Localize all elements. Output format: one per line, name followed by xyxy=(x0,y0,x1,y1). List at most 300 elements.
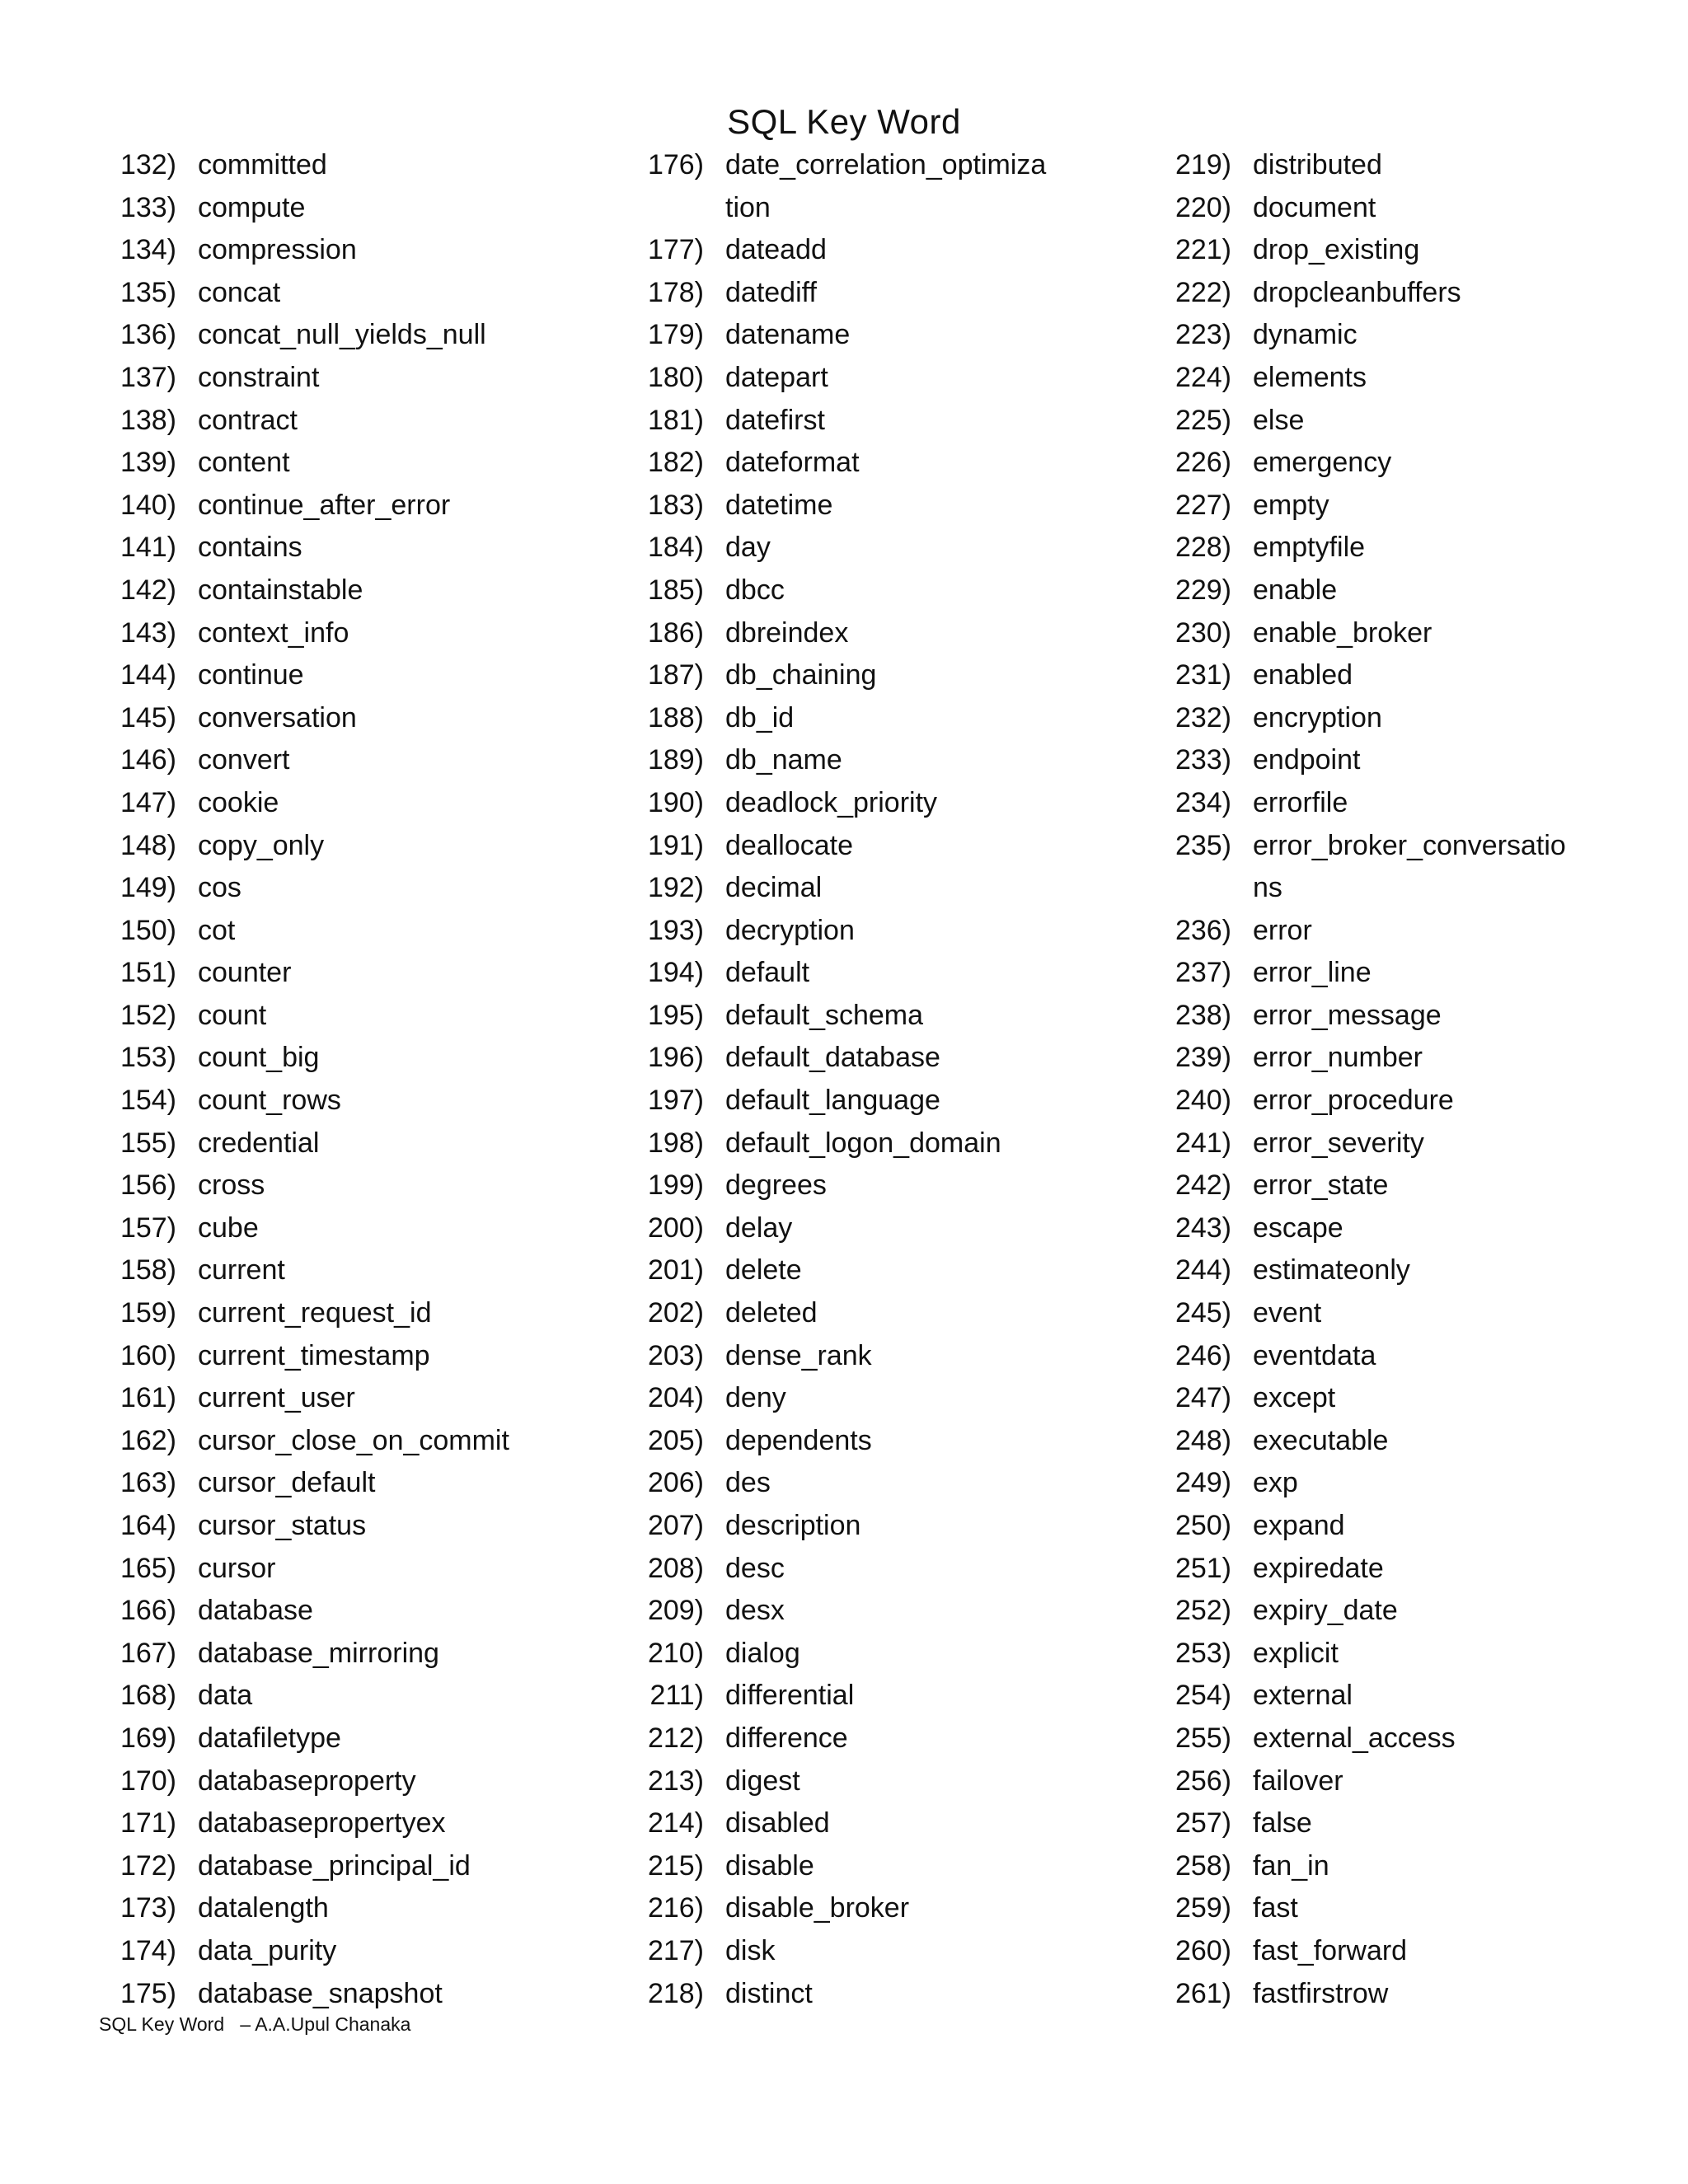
keyword-term: default_schema xyxy=(725,999,924,1031)
keyword-number: 202) xyxy=(647,1297,704,1329)
keyword-item xyxy=(106,144,633,187)
keyword-item xyxy=(1160,569,1688,612)
page-footer: SQL Key Word – A.A.Upul Chanaka xyxy=(99,2013,411,2035)
keyword-number: 249) xyxy=(1175,1467,1231,1499)
keyword-term: distinct xyxy=(725,1977,813,2009)
keyword-item xyxy=(1160,1080,1688,1122)
keyword-item xyxy=(106,1122,633,1165)
keyword-number: 134) xyxy=(120,234,176,266)
keyword-term: date_correlation_optimiza xyxy=(725,149,1047,180)
keyword-number: 237) xyxy=(1175,957,1231,989)
keyword-number: 209) xyxy=(647,1595,704,1627)
keyword-number: 183) xyxy=(647,489,704,521)
keyword-term: cross xyxy=(198,1169,265,1202)
keyword-term: enable xyxy=(1253,574,1338,606)
keyword-number: 221) xyxy=(1175,234,1231,266)
keyword-term: compute xyxy=(198,191,306,223)
keyword-item xyxy=(633,867,1160,910)
keyword-term: cursor_close_on_commit xyxy=(198,1424,509,1456)
keyword-number: 186) xyxy=(647,616,704,649)
keyword-term: delete xyxy=(725,1254,802,1286)
keyword-term: datalength xyxy=(198,1892,329,1924)
keyword-number: 148) xyxy=(120,829,176,861)
keyword-term: digest xyxy=(725,1765,800,1797)
keyword-item xyxy=(106,1633,633,1675)
keyword-term: current_timestamp xyxy=(198,1339,430,1371)
keyword-item xyxy=(106,1292,633,1335)
keyword-number: 198) xyxy=(647,1127,704,1159)
keyword-item xyxy=(106,314,633,357)
keyword-item xyxy=(1160,1037,1688,1080)
keyword-term: databasepropertyex xyxy=(198,1807,446,1840)
keyword-item xyxy=(106,1590,633,1633)
keyword-term: database_snapshot xyxy=(198,1977,443,2009)
keyword-item xyxy=(106,400,633,443)
keyword-term: copy_only xyxy=(198,829,325,861)
keyword-term: disable_broker xyxy=(725,1892,910,1924)
keyword-number: 170) xyxy=(120,1765,176,1797)
keyword-term: failover xyxy=(1253,1765,1343,1797)
keyword-term: database xyxy=(198,1595,313,1627)
keyword-term: dbcc xyxy=(725,574,785,606)
keyword-term: external xyxy=(1253,1680,1353,1712)
keyword-term: description xyxy=(725,1510,861,1541)
keyword-item xyxy=(1160,229,1688,272)
keyword-number: 145) xyxy=(120,701,176,733)
keyword-term: compression xyxy=(198,234,357,266)
keyword-item xyxy=(106,1505,633,1548)
keyword-term: committed xyxy=(198,149,327,180)
keyword-number: 226) xyxy=(1175,447,1231,479)
keyword-number: 136) xyxy=(120,319,176,351)
keyword-term: databaseproperty xyxy=(198,1765,416,1797)
page-title: SQL Key Word xyxy=(727,102,961,141)
keyword-term: dateadd xyxy=(725,234,827,266)
keyword-item xyxy=(106,357,633,400)
keyword-term: deallocate xyxy=(725,829,854,861)
keyword-number: 205) xyxy=(647,1424,704,1456)
keyword-term: fan_in xyxy=(1253,1849,1329,1882)
keyword-item xyxy=(106,229,633,272)
keyword-number: 236) xyxy=(1175,914,1231,946)
keyword-item xyxy=(106,867,633,910)
keyword-number: 189) xyxy=(647,744,704,776)
keyword-term: current_request_id xyxy=(198,1297,432,1329)
keyword-number: 162) xyxy=(120,1424,176,1456)
keyword-item xyxy=(106,485,633,527)
keyword-term: default_language xyxy=(725,1085,940,1117)
keyword-number: 172) xyxy=(120,1849,176,1882)
keyword-number: 156) xyxy=(120,1169,176,1202)
keyword-number: 229) xyxy=(1175,574,1231,606)
keyword-number: 258) xyxy=(1175,1849,1231,1882)
keyword-term: document xyxy=(1253,191,1376,223)
keyword-term: default_database xyxy=(725,1042,940,1074)
keyword-number: 154) xyxy=(120,1085,176,1117)
keyword-term: explicit xyxy=(1253,1637,1339,1669)
keyword-item xyxy=(1160,1887,1688,1930)
keyword-number: 252) xyxy=(1175,1595,1231,1627)
keyword-item xyxy=(106,1675,633,1718)
keyword-number: 159) xyxy=(120,1297,176,1329)
keyword-number: 220) xyxy=(1175,191,1231,223)
keyword-term: eventdata xyxy=(1253,1339,1376,1371)
keyword-term: error_broker_conversatio xyxy=(1253,829,1566,861)
keyword-number: 155) xyxy=(120,1127,176,1159)
keyword-number: 239) xyxy=(1175,1042,1231,1074)
keyword-term: des xyxy=(725,1467,771,1499)
keyword-item xyxy=(633,1249,1160,1292)
keyword-term: data_purity xyxy=(198,1934,337,1966)
keyword-number: 177) xyxy=(647,234,704,266)
keyword-item xyxy=(1160,782,1688,825)
keyword-term: tion xyxy=(725,191,771,223)
keyword-item xyxy=(106,910,633,953)
keyword-term: external_access xyxy=(1253,1722,1456,1754)
keyword-item xyxy=(633,910,1160,953)
keyword-number: 222) xyxy=(1175,276,1231,308)
keyword-number: 142) xyxy=(120,574,176,606)
keyword-term: cursor_default xyxy=(198,1467,376,1499)
keyword-number: 133) xyxy=(120,191,176,223)
keyword-number: 242) xyxy=(1175,1169,1231,1202)
keyword-number: 166) xyxy=(120,1595,176,1627)
keyword-term: differential xyxy=(725,1680,855,1712)
keyword-term: disk xyxy=(725,1934,776,1966)
keyword-item xyxy=(1160,1548,1688,1591)
keyword-item xyxy=(633,825,1160,868)
keyword-term: content xyxy=(198,447,290,479)
keyword-number: 206) xyxy=(647,1467,704,1499)
keyword-number: 196) xyxy=(647,1042,704,1074)
keyword-item xyxy=(1160,1633,1688,1675)
keyword-item xyxy=(1160,485,1688,527)
keyword-term: current xyxy=(198,1254,285,1286)
keyword-number: 161) xyxy=(120,1382,176,1414)
keyword-item xyxy=(633,697,1160,740)
keyword-item xyxy=(106,995,633,1038)
keyword-item xyxy=(106,782,633,825)
keyword-item xyxy=(633,1505,1160,1548)
keyword-term: dialog xyxy=(725,1637,800,1669)
keyword-item xyxy=(106,1037,633,1080)
keyword-term: db_name xyxy=(725,744,842,776)
keyword-term: concat_null_yields_null xyxy=(198,319,486,351)
keyword-term: cos xyxy=(198,872,241,904)
keyword-item xyxy=(1160,442,1688,485)
keyword-number: 157) xyxy=(120,1212,176,1244)
keyword-item xyxy=(1160,612,1688,655)
keyword-number: 254) xyxy=(1175,1680,1231,1712)
keyword-term: expand xyxy=(1253,1510,1345,1541)
keyword-item xyxy=(1160,144,1688,187)
keyword-number: 219) xyxy=(1175,149,1231,180)
keyword-term: error_state xyxy=(1253,1169,1389,1202)
keyword-number: 231) xyxy=(1175,659,1231,691)
keyword-number: 253) xyxy=(1175,1637,1231,1669)
keyword-term: counter xyxy=(198,957,292,989)
keyword-term: convert xyxy=(198,744,290,776)
keyword-number: 137) xyxy=(120,361,176,393)
keyword-number: 247) xyxy=(1175,1382,1231,1414)
keyword-term: constraint xyxy=(198,361,320,393)
keyword-term: datetime xyxy=(725,489,833,521)
keyword-term: datediff xyxy=(725,276,817,308)
keyword-number: 259) xyxy=(1175,1892,1231,1924)
keyword-item xyxy=(633,1760,1160,1803)
keyword-item xyxy=(1160,1122,1688,1165)
keyword-number: 245) xyxy=(1175,1297,1231,1329)
keyword-term: datefirst xyxy=(725,404,825,436)
keyword-item xyxy=(1160,952,1688,995)
keyword-number: 151) xyxy=(120,957,176,989)
keyword-item xyxy=(633,1718,1160,1760)
keyword-number: 163) xyxy=(120,1467,176,1499)
keyword-term: db_id xyxy=(725,701,795,733)
keyword-item xyxy=(106,1845,633,1888)
keyword-item xyxy=(106,527,633,569)
keyword-item xyxy=(106,1718,633,1760)
keyword-term: decryption xyxy=(725,914,855,946)
keyword-number: 167) xyxy=(120,1637,176,1669)
keyword-term: deadlock_priority xyxy=(725,786,938,818)
keyword-number: 234) xyxy=(1175,786,1231,818)
keyword-item xyxy=(1160,187,1688,230)
keyword-item xyxy=(106,612,633,655)
keyword-term: emptyfile xyxy=(1253,532,1366,564)
keyword-number: 176) xyxy=(647,149,704,180)
keyword-term: executable xyxy=(1253,1424,1389,1456)
keyword-item xyxy=(1160,1207,1688,1250)
keyword-item xyxy=(633,1548,1160,1591)
keyword-item xyxy=(106,1165,633,1207)
keyword-term: degrees xyxy=(725,1169,827,1202)
keyword-item xyxy=(633,1037,1160,1080)
keyword-term: dropcleanbuffers xyxy=(1253,276,1461,308)
keyword-number: 153) xyxy=(120,1042,176,1074)
keyword-item xyxy=(633,995,1160,1038)
keyword-number: 182) xyxy=(647,447,704,479)
keyword-item xyxy=(633,442,1160,485)
keyword-item xyxy=(1160,1718,1688,1760)
keyword-item xyxy=(1160,825,1688,868)
keyword-item xyxy=(1160,1930,1688,1973)
keyword-term: contains xyxy=(198,532,302,564)
keyword-number: 200) xyxy=(647,1212,704,1244)
keyword-number: 165) xyxy=(120,1552,176,1584)
keyword-item xyxy=(1160,1249,1688,1292)
keyword-item xyxy=(633,1930,1160,1973)
keyword-number: 179) xyxy=(647,319,704,351)
keyword-item xyxy=(106,952,633,995)
keyword-term: event xyxy=(1253,1297,1322,1329)
keyword-number: 251) xyxy=(1175,1552,1231,1584)
keyword-item xyxy=(1160,697,1688,740)
keyword-number: 193) xyxy=(647,914,704,946)
keyword-number: 138) xyxy=(120,404,176,436)
keyword-number: 150) xyxy=(120,914,176,946)
keyword-number: 207) xyxy=(647,1510,704,1541)
keyword-number: 250) xyxy=(1175,1510,1231,1541)
keyword-term: errorfile xyxy=(1253,786,1348,818)
keyword-item xyxy=(1160,1675,1688,1718)
keyword-number: 178) xyxy=(647,276,704,308)
keyword-item xyxy=(106,697,633,740)
keyword-item xyxy=(106,1080,633,1122)
keyword-term: emergency xyxy=(1253,447,1392,479)
keyword-item xyxy=(633,485,1160,527)
keyword-number: 195) xyxy=(647,999,704,1031)
keyword-number: 248) xyxy=(1175,1424,1231,1456)
keyword-term: desx xyxy=(725,1595,785,1627)
keyword-number: 256) xyxy=(1175,1765,1231,1797)
keyword-item xyxy=(106,1887,633,1930)
keyword-term: empty xyxy=(1253,489,1329,521)
keyword-term: encryption xyxy=(1253,701,1382,733)
keyword-item xyxy=(633,1802,1160,1845)
keyword-term: error_message xyxy=(1253,999,1442,1031)
keyword-number: 243) xyxy=(1175,1212,1231,1244)
keyword-number: 147) xyxy=(120,786,176,818)
keyword-item xyxy=(1160,1590,1688,1633)
keyword-number: 246) xyxy=(1175,1339,1231,1371)
keyword-term: database_mirroring xyxy=(198,1637,439,1669)
keyword-item xyxy=(633,1462,1160,1505)
keyword-item xyxy=(633,1420,1160,1463)
keyword-term: fast xyxy=(1253,1892,1298,1924)
keyword-term: ns xyxy=(1253,872,1282,904)
keyword-number: 199) xyxy=(647,1169,704,1202)
keyword-item xyxy=(1160,1845,1688,1888)
keyword-number: 255) xyxy=(1175,1722,1231,1754)
keyword-item xyxy=(633,1590,1160,1633)
keyword-item xyxy=(106,1335,633,1378)
keyword-item xyxy=(106,1802,633,1845)
keyword-item xyxy=(633,1887,1160,1930)
keyword-number: 210) xyxy=(647,1637,704,1669)
keyword-item xyxy=(106,1973,633,2016)
keyword-item xyxy=(633,314,1160,357)
keyword-item xyxy=(106,1377,633,1420)
keyword-item xyxy=(106,569,633,612)
keyword-item xyxy=(633,739,1160,782)
keyword-item xyxy=(106,1930,633,1973)
keyword-item xyxy=(633,952,1160,995)
keyword-column-3 xyxy=(1160,144,1688,2015)
keyword-number: 260) xyxy=(1175,1934,1231,1966)
keyword-number: 175) xyxy=(120,1977,176,2009)
keyword-item xyxy=(1160,1462,1688,1505)
keyword-item xyxy=(1160,1420,1688,1463)
keyword-term: disabled xyxy=(725,1807,830,1840)
keyword-number: 181) xyxy=(647,404,704,436)
keyword-term: current_user xyxy=(198,1382,355,1414)
keyword-term: disable xyxy=(725,1849,814,1882)
keyword-item xyxy=(633,1122,1160,1165)
keyword-term: containstable xyxy=(198,574,363,606)
keyword-term: deleted xyxy=(725,1297,818,1329)
keyword-term: dateformat xyxy=(725,447,860,479)
keyword-item xyxy=(1160,739,1688,782)
keyword-number: 158) xyxy=(120,1254,176,1286)
keyword-item xyxy=(633,1845,1160,1888)
keyword-number: 140) xyxy=(120,489,176,521)
keyword-item xyxy=(1160,1760,1688,1803)
keyword-term: distributed xyxy=(1253,149,1382,180)
keyword-term: cursor xyxy=(198,1552,276,1584)
keyword-column-1 xyxy=(106,144,633,2015)
keyword-term: cookie xyxy=(198,786,279,818)
keyword-number: 203) xyxy=(647,1339,704,1371)
keyword-number: 232) xyxy=(1175,701,1231,733)
keyword-term: enable_broker xyxy=(1253,616,1432,649)
keyword-number: 141) xyxy=(120,532,176,564)
keyword-number: 224) xyxy=(1175,361,1231,393)
keyword-number: 190) xyxy=(647,786,704,818)
keyword-item xyxy=(1160,995,1688,1038)
keyword-number: 194) xyxy=(647,957,704,989)
keyword-item xyxy=(633,782,1160,825)
keyword-term: cot xyxy=(198,914,236,946)
keyword-number: 144) xyxy=(120,659,176,691)
keyword-item xyxy=(1160,1335,1688,1378)
keyword-term: error_severity xyxy=(1253,1127,1424,1159)
keyword-item xyxy=(1160,527,1688,569)
keyword-item xyxy=(106,187,633,230)
keyword-number: 192) xyxy=(647,872,704,904)
keyword-item xyxy=(106,442,633,485)
keyword-item-continuation xyxy=(1160,867,1688,910)
keyword-item xyxy=(1160,314,1688,357)
keyword-number: 152) xyxy=(120,999,176,1031)
keyword-item xyxy=(633,1675,1160,1718)
keyword-term: endpoint xyxy=(1253,744,1361,776)
keyword-item xyxy=(106,1760,633,1803)
keyword-number: 230) xyxy=(1175,616,1231,649)
keyword-number: 185) xyxy=(647,574,704,606)
keyword-number: 244) xyxy=(1175,1254,1231,1286)
keyword-term: concat xyxy=(198,276,281,308)
keyword-term: estimateonly xyxy=(1253,1254,1410,1286)
keyword-item xyxy=(106,1249,633,1292)
keyword-term: error_line xyxy=(1253,957,1372,989)
keyword-number: 211) xyxy=(649,1680,704,1712)
keyword-term: decimal xyxy=(725,872,823,904)
keyword-item xyxy=(633,569,1160,612)
keyword-item xyxy=(1160,1292,1688,1335)
keyword-item xyxy=(633,272,1160,315)
keyword-item xyxy=(106,272,633,315)
keyword-number: 180) xyxy=(647,361,704,393)
keyword-item xyxy=(1160,910,1688,953)
keyword-number: 191) xyxy=(647,829,704,861)
keyword-term: error xyxy=(1253,914,1312,946)
keyword-number: 135) xyxy=(120,276,176,308)
keyword-number: 164) xyxy=(120,1510,176,1541)
keyword-term: dbreindex xyxy=(725,616,849,649)
keyword-item xyxy=(1160,357,1688,400)
keyword-term: data xyxy=(198,1680,253,1712)
keyword-number: 215) xyxy=(647,1849,704,1882)
keyword-number: 169) xyxy=(120,1722,176,1754)
keyword-item xyxy=(106,1548,633,1591)
keyword-term: drop_existing xyxy=(1253,234,1420,266)
keyword-number: 257) xyxy=(1175,1807,1231,1840)
keyword-number: 201) xyxy=(647,1254,704,1286)
keyword-term: cursor_status xyxy=(198,1510,367,1541)
keyword-column-2 xyxy=(633,144,1160,2015)
keyword-number: 241) xyxy=(1175,1127,1231,1159)
